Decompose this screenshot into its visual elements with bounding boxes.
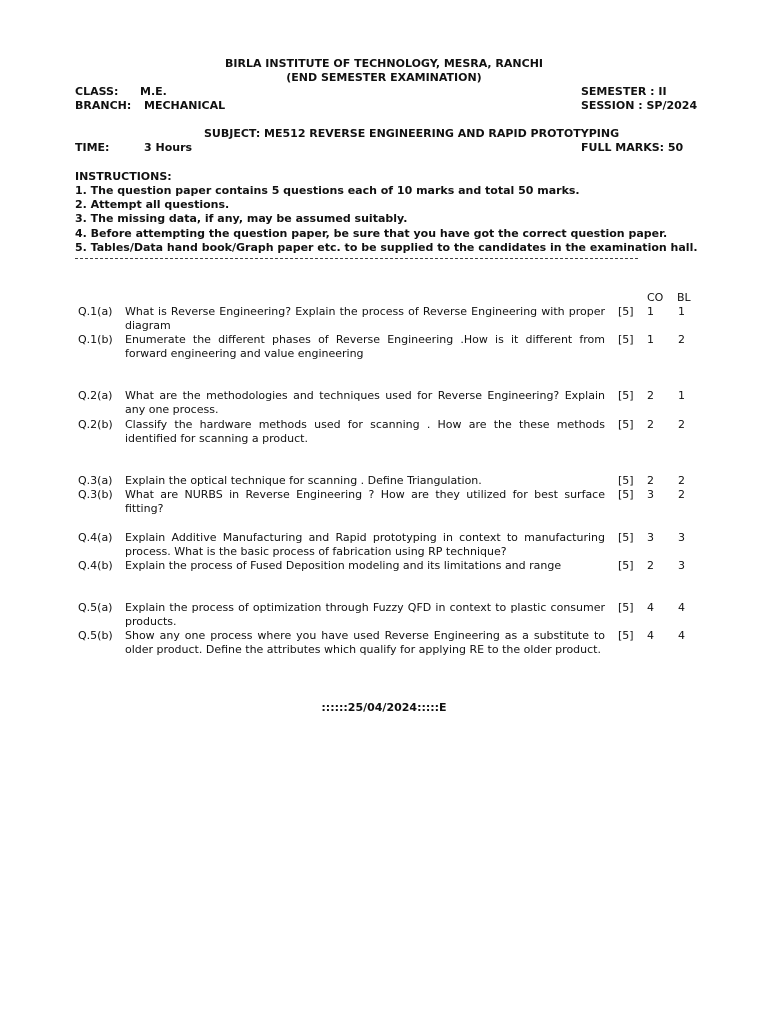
question-number: Q.3(a) bbox=[78, 474, 113, 487]
question-text: What are NURBS in Reverse Engineering ? How are they utilized for best surface fitting? bbox=[125, 488, 605, 515]
question-co: 2 bbox=[647, 474, 654, 487]
time-value: 3 Hours bbox=[144, 141, 193, 154]
co-column-header: CO bbox=[647, 291, 664, 304]
question-bl: 1 bbox=[678, 305, 685, 318]
time-label: TIME: bbox=[75, 141, 110, 154]
full-marks: FULL MARKS: 50 bbox=[581, 141, 684, 154]
question-text: Explain Additive Manufacturing and Rapid prototyping in context to manufacturing process. What is the basic process of fabrication using RP technique? bbox=[125, 531, 605, 558]
question-number: Q.5(a) bbox=[78, 601, 113, 614]
question-number: Q.1(b) bbox=[78, 333, 113, 346]
question-bl: 4 bbox=[678, 629, 685, 642]
question-number: Q.2(b) bbox=[78, 418, 113, 431]
question-bl: 2 bbox=[678, 488, 685, 501]
question-marks: [5] bbox=[618, 601, 634, 614]
question-marks: [5] bbox=[618, 418, 634, 431]
question-bl: 1 bbox=[678, 389, 685, 402]
exam-type: (END SEMESTER EXAMINATION) bbox=[286, 71, 482, 84]
question-text: Explain the process of Fused Deposition modeling and its limitations and range bbox=[125, 559, 562, 572]
question-marks: [5] bbox=[618, 333, 634, 346]
question-bl: 3 bbox=[678, 531, 685, 544]
session: SESSION : SP/2024 bbox=[581, 99, 698, 112]
class-value: M.E. bbox=[140, 85, 167, 98]
question-number: Q.1(a) bbox=[78, 305, 113, 318]
question-text: What is Reverse Engineering? Explain the process of Reverse Engineering with proper diagram bbox=[125, 305, 605, 332]
question-bl: 3 bbox=[678, 559, 685, 572]
instruction-item: 4. Before attempting the question paper, be sure that you have got the correct question paper. bbox=[75, 227, 668, 240]
question-number: Q.3(b) bbox=[78, 488, 113, 501]
question-co: 1 bbox=[647, 305, 654, 318]
question-bl: 2 bbox=[678, 418, 685, 431]
question-co: 2 bbox=[647, 418, 654, 431]
subject: SUBJECT: ME512 REVERSE ENGINEERING AND RAPID PROTOTYPING bbox=[204, 127, 620, 140]
question-co: 4 bbox=[647, 629, 654, 642]
question-marks: [5] bbox=[618, 629, 634, 642]
question-number: Q.2(a) bbox=[78, 389, 113, 402]
question-text: Explain the optical technique for scanning . Define Triangulation. bbox=[125, 474, 482, 487]
question-bl: 2 bbox=[678, 474, 685, 487]
question-marks: [5] bbox=[618, 474, 634, 487]
question-text: Classify the hardware methods used for scanning . How are the these methods identified for scanning a product. bbox=[125, 418, 605, 445]
question-marks: [5] bbox=[618, 389, 634, 402]
question-bl: 4 bbox=[678, 601, 685, 614]
question-text: Enumerate the different phases of Reverse Engineering .How is it different from forward engineering and value engineering bbox=[125, 333, 605, 360]
instruction-item: 3. The missing data, if any, may be assumed suitably. bbox=[75, 212, 408, 225]
semester: SEMESTER : II bbox=[581, 85, 667, 98]
class-label: CLASS: bbox=[75, 85, 119, 98]
question-co: 2 bbox=[647, 559, 654, 572]
question-marks: [5] bbox=[618, 305, 634, 318]
instruction-item: 1. The question paper contains 5 questions each of 10 marks and total 50 marks. bbox=[75, 184, 580, 197]
question-co: 1 bbox=[647, 333, 654, 346]
question-co: 3 bbox=[647, 531, 654, 544]
question-co: 4 bbox=[647, 601, 654, 614]
branch-label: BRANCH: bbox=[75, 99, 132, 112]
branch-value: MECHANICAL bbox=[144, 99, 226, 112]
instructions-title: INSTRUCTIONS: bbox=[75, 170, 172, 183]
question-number: Q.4(b) bbox=[78, 559, 113, 572]
question-co: 2 bbox=[647, 389, 654, 402]
question-co: 3 bbox=[647, 488, 654, 501]
dashed-divider bbox=[75, 258, 638, 259]
instruction-item: 2. Attempt all questions. bbox=[75, 198, 230, 211]
question-number: Q.5(b) bbox=[78, 629, 113, 642]
question-text: Show any one process where you have used Reverse Engineering as a substitute to older product. Define the attributes which qualify for applying RE to the older product. bbox=[125, 629, 605, 656]
bl-column-header: BL bbox=[677, 291, 691, 304]
question-number: Q.4(a) bbox=[78, 531, 113, 544]
instruction-item: 5. Tables/Data hand book/Graph paper etc. to be supplied to the candidates in the examination hall. bbox=[75, 241, 698, 254]
exam-date-footer: ::::::25/04/2024:::::E bbox=[321, 701, 447, 714]
question-text: What are the methodologies and techniques used for Reverse Engineering? Explain any one process. bbox=[125, 389, 605, 416]
question-marks: [5] bbox=[618, 559, 634, 572]
question-bl: 2 bbox=[678, 333, 685, 346]
question-marks: [5] bbox=[618, 488, 634, 501]
question-text: Explain the process of optimization through Fuzzy QFD in context to plastic consumer products. bbox=[125, 601, 605, 628]
question-marks: [5] bbox=[618, 531, 634, 544]
institute-name: BIRLA INSTITUTE OF TECHNOLOGY, MESRA, RANCHI bbox=[225, 57, 543, 70]
